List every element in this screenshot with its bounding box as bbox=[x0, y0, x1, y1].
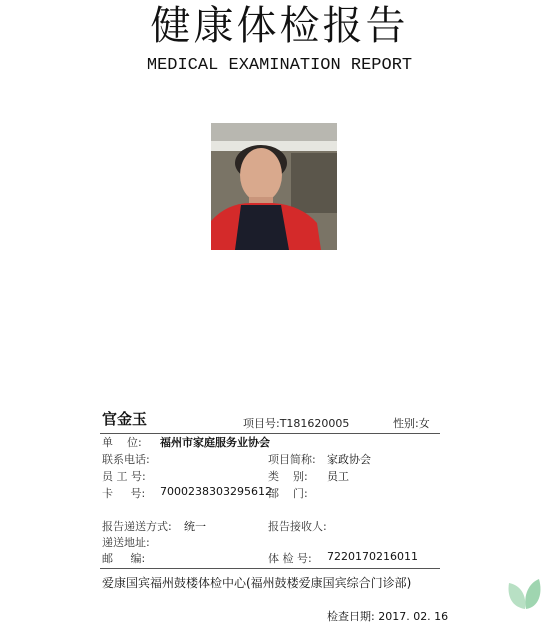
delivery-method-value: 统一 bbox=[184, 520, 206, 533]
card-number-label: 卡 号: bbox=[102, 487, 146, 500]
report-title-english: MEDICAL EXAMINATION REPORT bbox=[146, 56, 413, 75]
receiver-label: 报告接收人: bbox=[268, 520, 327, 533]
exam-center-name: 爱康国宾福州鼓楼体检中心(福州鼓楼爱康国宾综合门诊部) bbox=[102, 576, 412, 590]
address-label: 递送地址: bbox=[102, 536, 150, 549]
delivery-method-label: 报告递送方式: bbox=[102, 520, 172, 533]
report-title-chinese: 健康体检报告 bbox=[150, 3, 409, 49]
category-label: 类 别: bbox=[268, 470, 308, 483]
organization-label: 单 位: bbox=[102, 436, 142, 449]
gender: 性别:女 bbox=[393, 417, 430, 430]
exam-date: 检查日期: 2017. 02. 16 bbox=[327, 610, 449, 623]
category-value: 员工 bbox=[327, 470, 349, 483]
postcode-label: 邮 编: bbox=[102, 552, 146, 565]
patient-name: 官金玉 bbox=[102, 410, 148, 428]
project-abbr-value: 家政协会 bbox=[327, 453, 371, 466]
project-abbr-label: 项目简称: bbox=[268, 453, 316, 466]
phone-label: 联系电话: bbox=[102, 453, 150, 466]
top-divider bbox=[100, 433, 440, 434]
bottom-divider bbox=[100, 568, 440, 569]
card-number-value: 7000238303295612 bbox=[160, 485, 272, 498]
organization-value: 福州市家庭服务业协会 bbox=[160, 436, 270, 449]
department-label: 部 门: bbox=[268, 487, 308, 500]
exam-number-label: 体 检 号: bbox=[268, 552, 312, 565]
patient-photo bbox=[211, 123, 337, 250]
exam-number-value: 7220170216011 bbox=[327, 550, 418, 563]
leaf-logo-icon bbox=[505, 577, 545, 611]
project-number: 项目号:T181620005 bbox=[243, 417, 350, 430]
employee-number-label: 员 工 号: bbox=[102, 470, 146, 483]
